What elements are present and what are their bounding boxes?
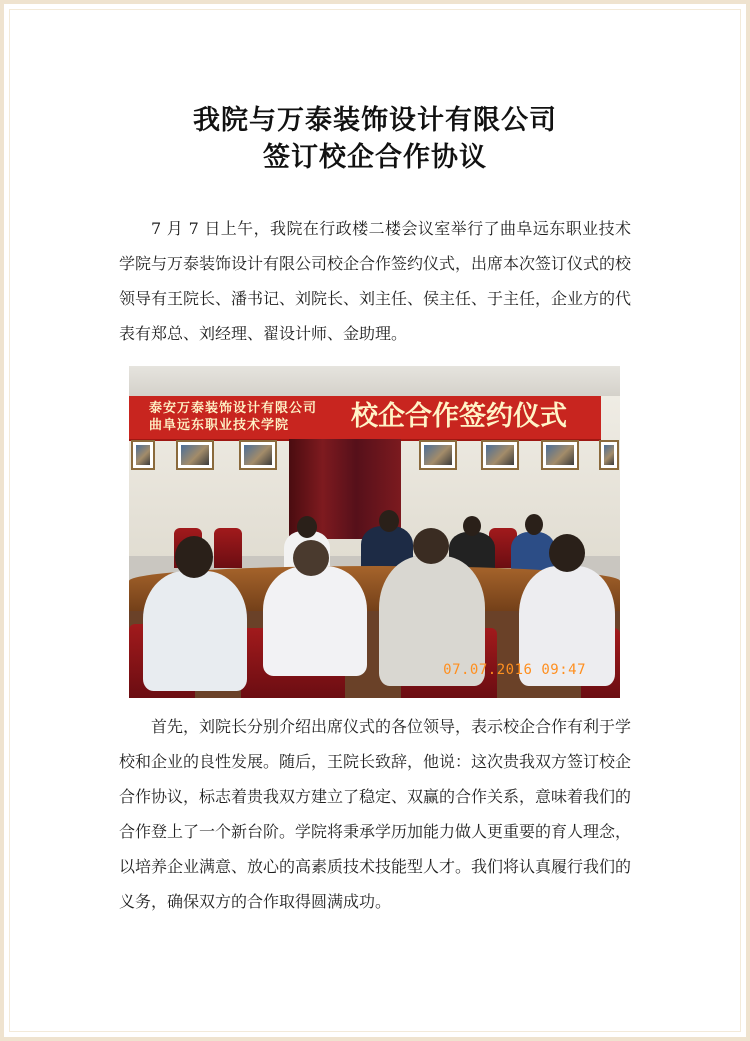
chair <box>214 528 242 568</box>
document-title-line1: 我院与万泰装饰设计有限公司 <box>193 105 557 136</box>
person-head <box>293 540 329 576</box>
paragraph-1: 7 月 7 日上午，我院在行政楼二楼会议室举行了曲阜远东职业技术学院与万泰装饰设计有限公司校企合作签约仪式，出席本次签订仪式的校领导有王院长、潘书记、刘院长、刘主任、侯主任、于主任，企业方的代表有郑总、刘经理、翟设计师、金助理。 <box>119 219 632 343</box>
ceremony-banner <box>129 396 601 441</box>
wall-picture <box>599 440 619 470</box>
wall-picture <box>481 440 519 470</box>
person <box>143 571 247 691</box>
person-head <box>549 534 585 572</box>
person-head <box>525 514 543 535</box>
signing-ceremony-photo <box>129 366 620 698</box>
banner-left-line2: 曲阜远东职业技术学院 <box>149 418 290 433</box>
person-head <box>379 510 399 532</box>
person-head <box>463 516 481 536</box>
document-title-line2: 签订校企合作协议 <box>263 142 487 173</box>
wall-picture <box>419 440 457 470</box>
wall-picture <box>541 440 579 470</box>
banner-left-text <box>149 400 349 434</box>
wall-picture <box>131 440 155 470</box>
photo-ceiling <box>129 366 620 396</box>
paragraph-2: 首先，刘院长分别介绍出席仪式的各位领导，表示校企合作有利于学校和企业的良性发展。随后，王院长致辞，他说：这次贵我双方签订校企合作协议，标志着贵我双方建立了稳定、双赢的合作关系，意味着我们的合作登上了一个新台阶。学院将秉承学历加能力做人更重要的育人理念，以培养企业满意、放心的高素质技术技能型人才。我们将认真履行我们的义务，确保双方的合作取得圆满成功。 <box>119 717 632 911</box>
wall-picture <box>176 440 214 470</box>
photo-timestamp: 07.07.2016 09:47 <box>443 662 586 678</box>
banner-right-text: 校企合作签约仪式 <box>351 401 567 432</box>
person-head <box>297 516 317 538</box>
person-head <box>175 536 213 578</box>
person-head <box>413 528 449 564</box>
banner-left-line1: 泰安万泰装饰设计有限公司 <box>149 401 318 416</box>
wall-picture <box>239 440 277 470</box>
person <box>263 566 367 676</box>
